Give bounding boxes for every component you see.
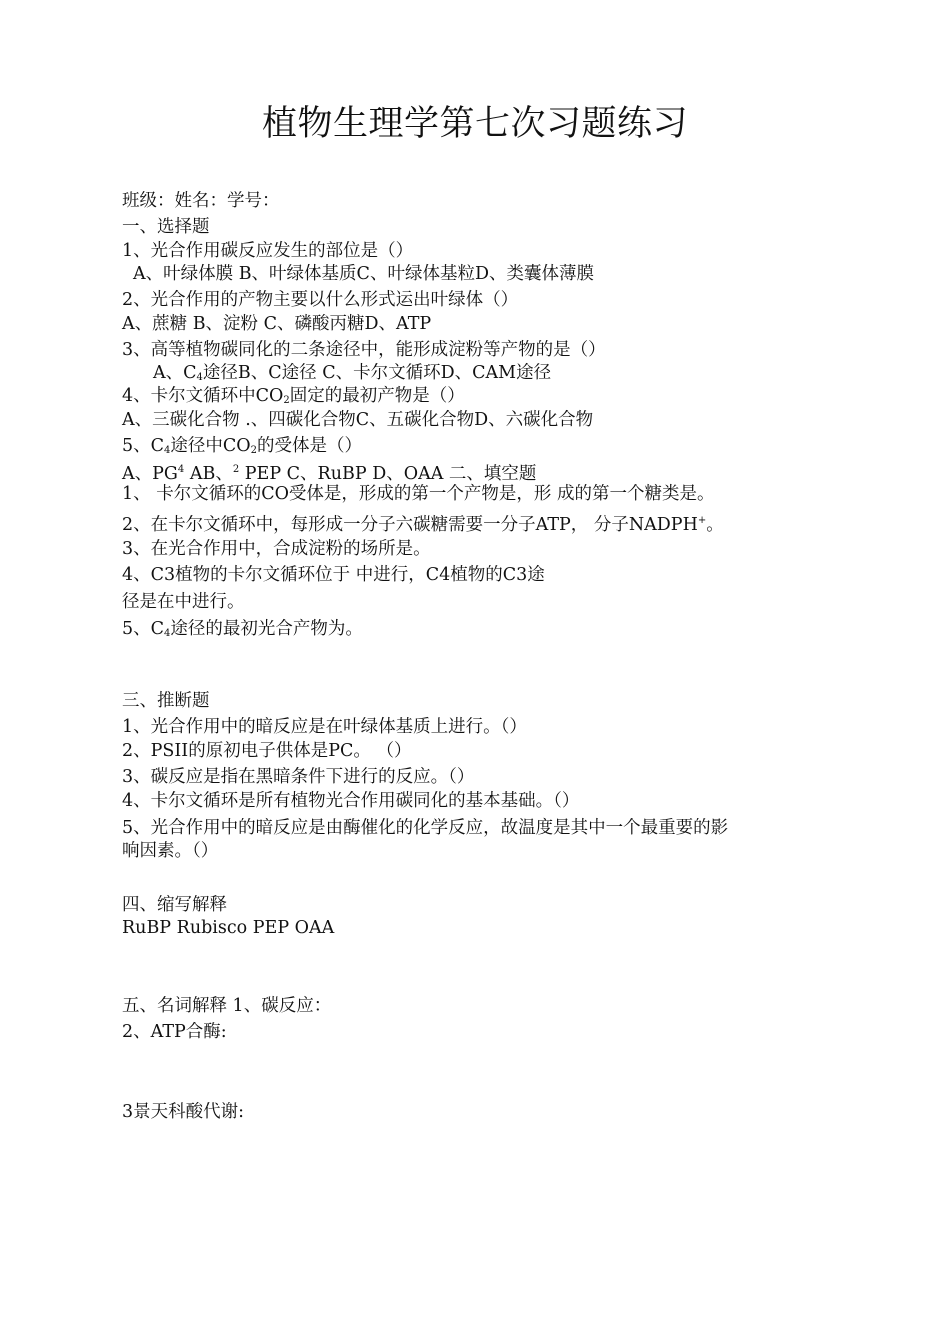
q5-subscript-1: 4 [164,445,171,456]
q5-opts-part-a: A、PG [122,464,178,484]
f2-part-a: 2、在卡尔文循环中，每形成一分子六碳糖需要一分子ATP， 分子NADPH [122,515,698,535]
q5-part-c: 的受体是（） [257,436,363,456]
section-heading-definitions: 五、名词解释 1、碳反应： [122,996,332,1016]
section-heading-choice: 一、选择题 [122,217,210,237]
q5-part-b: 途径中CO [170,436,251,456]
page-title: 植物生理学第七次习题练习 [261,104,688,144]
fill-blank-3: 3、在光合作用中，合成淀粉的场所是。 [122,539,431,559]
q5-opts-superscript-2: 2 [232,464,240,475]
q5-subscript-2: 2 [250,445,258,456]
fill-blank-4: 4、C3植物的卡尔文循环位于 中进行，C4植物的C3途 [122,565,545,585]
fill-blank-2 [122,509,724,537]
q4-part-b: 固定的最初产物是（） [289,386,465,406]
definition-3: 3景天科酸代谢: [122,1102,245,1122]
question-1: 1、光合作用碳反应发生的部位是（） [122,241,414,261]
question-1-options: A、叶绿体膜 B、叶绿体基质C、叶绿体基粒D、类囊体薄膜 [133,264,594,284]
q4-subscript: 2 [283,395,290,406]
fill-blank-4-continued: 径是在中进行。 [122,592,245,612]
fill-blank-5 [122,617,363,646]
f5-subscript: 4 [164,628,171,639]
q5-opts-part-c: PEP C、RuBP D、OAA 二、填空题 [239,464,537,484]
abbreviation-terms: RuBP Rubisco PEP OAA [122,918,335,938]
q5-part-a: 5、C [122,436,165,456]
definition-2: 2、ATP合酶: [122,1022,227,1042]
judgement-3: 3、碳反应是指在黑暗条件下进行的反应。（） [122,767,475,787]
question-2-options: A、蔗糖 B、淀粉 C、磷酸丙糖D、ATP [122,314,432,334]
q3-opts-part-a: A、C [153,363,197,383]
q5-opts-part-b: AB、 [184,464,233,484]
f2-part-b: 。 [706,515,724,535]
judgement-4: 4、卡尔文循环是所有植物光合作用碳同化的基本基础。（） [122,791,580,811]
f5-part-a: 5、C [122,619,165,639]
judgement-2: 2、PSII的原初电子供体是PC。 （） [122,741,412,761]
fill-blank-1: 1、 卡尔文循环的CO受体是，形成的第一个产物是，形 成的第一个糖类是。 [122,484,715,504]
q3-opts-part-b: 途径B、C途径 C、卡尔文循环D、CAM途径 [202,363,552,383]
q4-part-a: 4、卡尔文循环中CO [122,386,284,406]
student-info-line: 班级：姓名：学号： [122,191,280,211]
f5-part-b: 途径的最初光合产物为。 [170,619,363,639]
question-4-options: A、三碳化合物 .、四碳化合物C、五碳化合物D、六碳化合物 [122,410,594,430]
q3-opts-subscript: 4 [196,372,203,383]
section-heading-abbreviations: 四、缩写解释 [122,895,227,915]
judgement-1: 1、光合作用中的暗反应是在叶绿体基质上进行。（） [122,717,527,737]
q5-opts-superscript-1: 4 [177,464,185,475]
f2-superscript: + [697,515,707,526]
question-3: 3、高等植物碳同化的二条途径中，能形成淀粉等产物的是（） [122,340,606,360]
section-heading-judgement: 三、推断题 [122,691,210,711]
judgement-5: 5、光合作用中的暗反应是由酶催化的化学反应，故温度是其中一个最重要的影 [122,818,729,838]
judgement-5-continued: 响因素。（） [122,841,219,861]
question-2: 2、光合作用的产物主要以什么形式运出叶绿体（） [122,290,519,310]
